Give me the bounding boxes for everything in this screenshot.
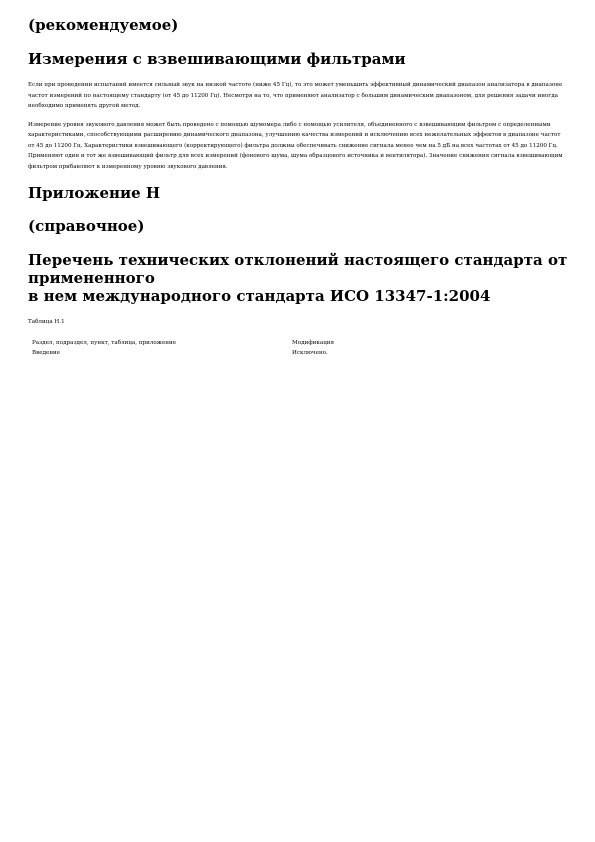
table-row — [30, 348, 566, 358]
paragraph: Измерение уровня звукового давления может быть проведено с помощью шумомера либо с помощью усилителя, объединенного с взвешивающим фильтром с определенными характеристиками, способствующими расширению динамического диапазона, улучшению качества измерений и исключению всех нежелательных эффектов в диапазоне частот от 45 до 11200 Гц. Характеристики взвешивающего (корректирующего) фильтра должны обеспечивать снижение сигнала менее чем на 5 дБ на всех частотах от 45 до 11200 Гц. Применяют один и тот же взвешивающий фильтр для всех измерений (фонового шума, шума образцового источника и вентилятора). Значение снижения сигнала взвешивающим фильтром прибавляют к измеренному уровню звукового давления. — [28, 121, 563, 170]
title-line: Перечень технических отклонений настоящего стандарта от — [28, 251, 568, 269]
paragraph: Если при проведении испытаний имеется сильный звук на низкой частоте (ниже 45 Гц), то это может уменьшить эффективный динамический диапазон анализатора в диапазоне частот измерений по настоящему стандарту (от 45 до 11200 Гц). Несмотря на то, что применяют анализатор с большим динамическим диапазоном, для решения задачи иногда необходимо применять другой метод. — [28, 82, 563, 109]
deviations-table — [30, 338, 566, 358]
appendix-h-status: (справочное) — [28, 217, 145, 235]
table-cell: Исключено. — [292, 350, 328, 356]
appendix-h-title — [28, 251, 568, 305]
appendix-g-status: (рекомендуемое) — [28, 16, 179, 34]
table-header-cell: Модификация — [292, 340, 335, 346]
appendix-h-heading: Приложение Н — [28, 184, 161, 202]
table-header-row — [30, 338, 566, 348]
table-cell: Введение — [32, 350, 61, 356]
title-line: примененного — [28, 269, 155, 287]
document-page — [28, 16, 568, 358]
table-header-cell: Раздел, подраздел, пункт, таблица, приложение — [32, 340, 177, 346]
table-caption: Таблица Н.1 — [28, 319, 65, 325]
appendix-g-title: Измерения с взвешивающими фильтрами — [28, 50, 406, 68]
title-line: в нем международного стандарта ИСО 13347-1:2004 — [28, 287, 491, 305]
